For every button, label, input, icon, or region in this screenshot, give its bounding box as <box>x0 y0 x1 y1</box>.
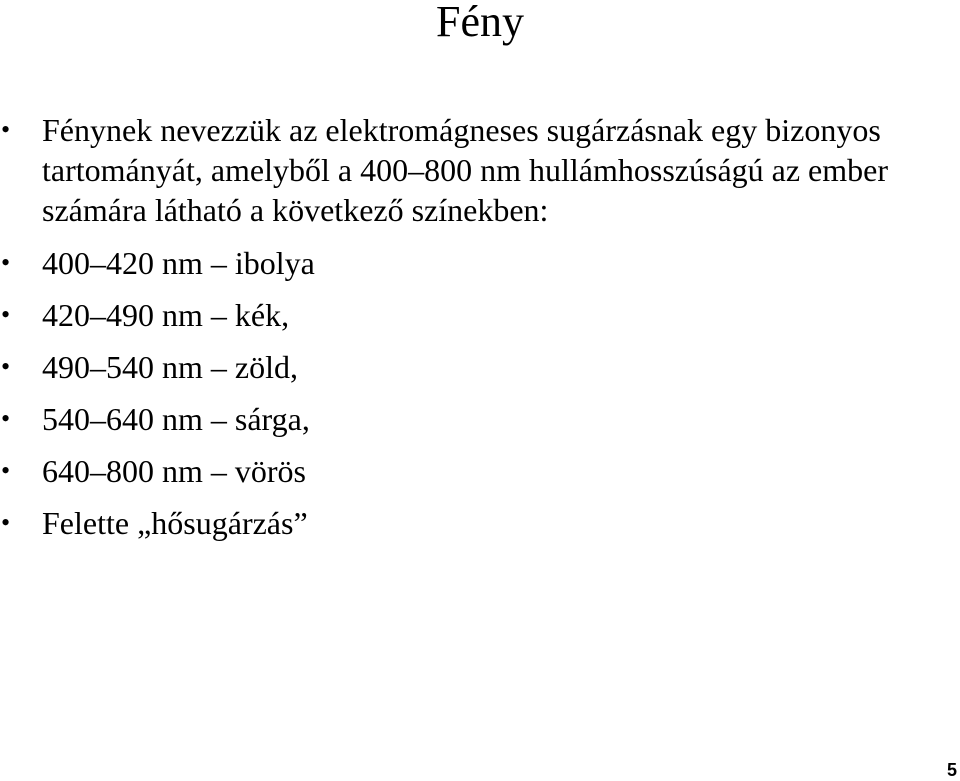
bullet-text: 420–490 nm – kék, <box>42 297 290 333</box>
bullet-item <box>0 110 960 230</box>
slide-title: Fény <box>436 0 524 46</box>
bullet-item <box>0 400 960 438</box>
bullet-item <box>0 504 960 542</box>
bullet-text: 640–800 nm – vörös <box>42 453 306 489</box>
bullet-text: 490–540 nm – zöld, <box>42 349 298 385</box>
bullet-item <box>0 296 960 334</box>
bullet-dot-icon: • <box>1 352 11 381</box>
bullet-text: 400–420 nm – ibolya <box>42 245 315 281</box>
bullet-dot-icon: • <box>1 248 11 277</box>
bullet-text: Felette „hősugárzás” <box>42 505 308 541</box>
bullet-dot-icon: • <box>1 508 11 537</box>
bullet-dot-icon: • <box>1 115 11 144</box>
bullet-text: 540–640 nm – sárga, <box>42 401 310 437</box>
bullet-item <box>0 348 960 386</box>
bullet-dot-icon: • <box>1 404 11 433</box>
bullet-dot-icon: • <box>1 456 11 485</box>
bullet-list <box>0 110 960 556</box>
bullet-text: Fénynek nevezzük az elektromágneses sugárzásnak egy bizonyos tartományát, amelyből a 400–800 nm hullámhosszúságú az ember számára látható a következő színekben: <box>42 112 888 228</box>
bullet-dot-icon: • <box>1 300 11 329</box>
page-number: 5 <box>946 760 957 780</box>
bullet-item <box>0 452 960 490</box>
bullet-item <box>0 244 960 282</box>
